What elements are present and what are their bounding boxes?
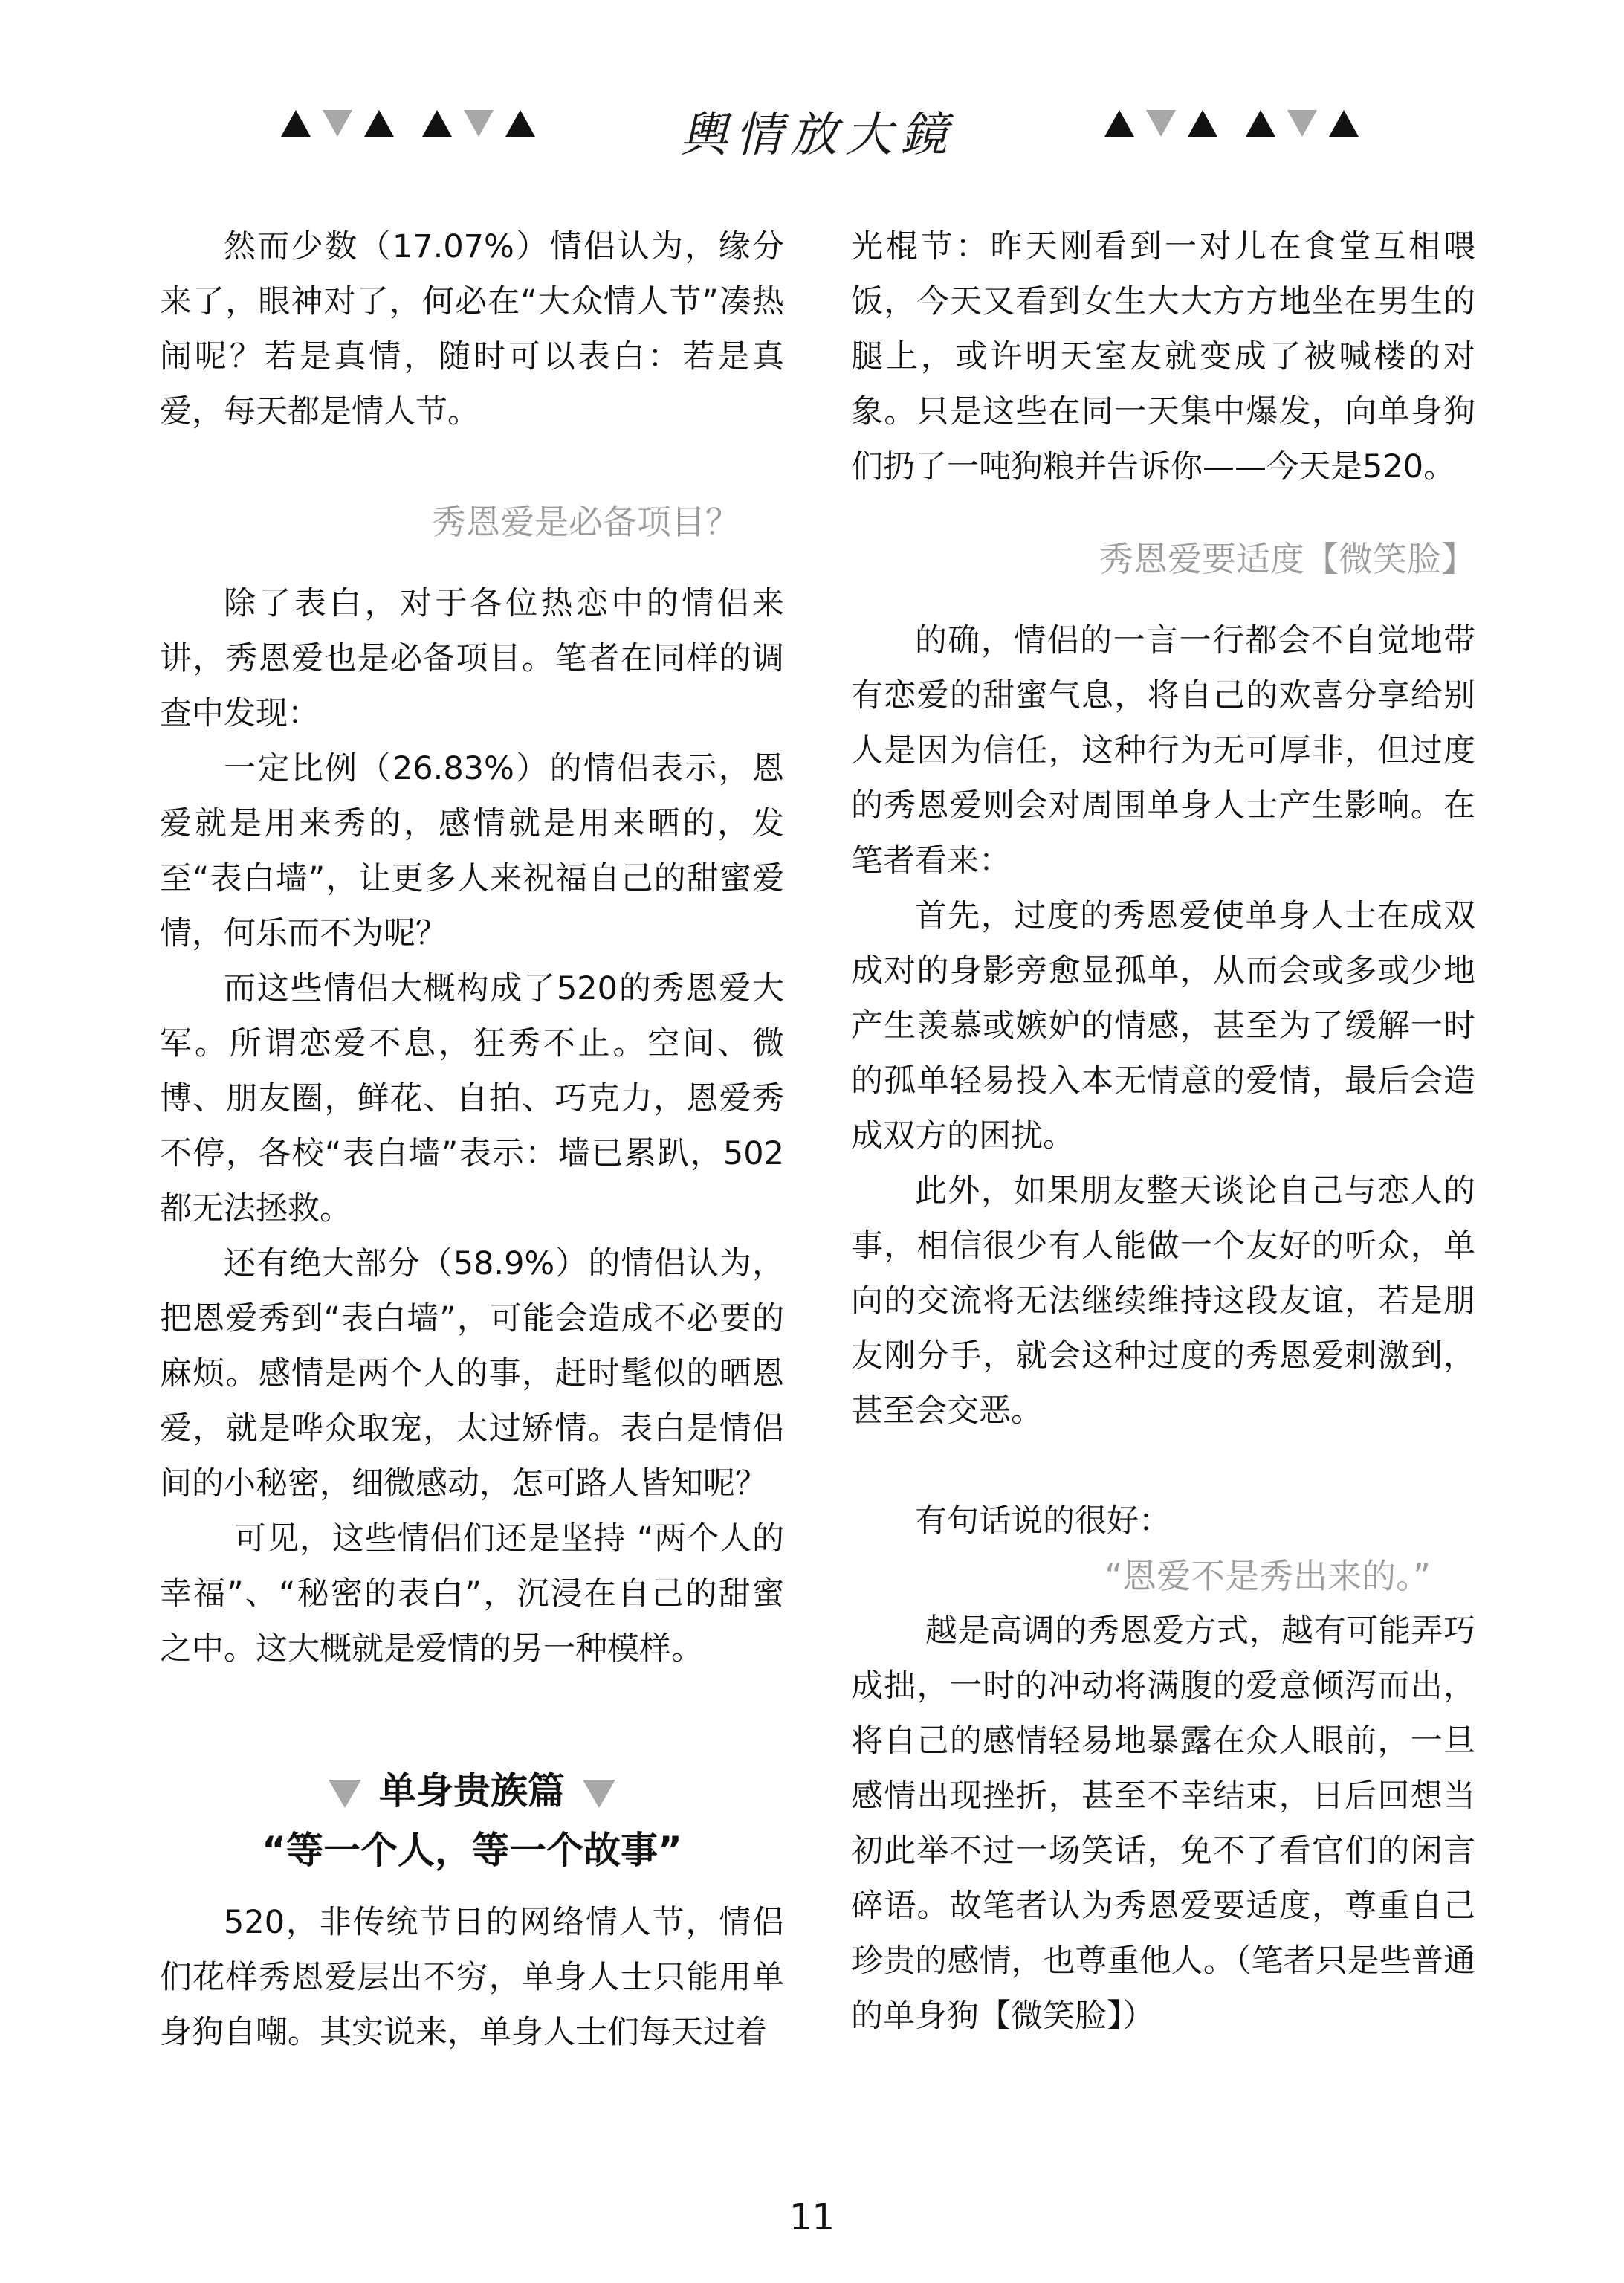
page-header-title: 輿情放大鏡 bbox=[680, 108, 955, 163]
header-triangle-icon bbox=[505, 110, 535, 137]
paragraph: 光棍节：昨天刚看到一对儿在食堂互相喂饭，今天又看到女生大大方方地坐在男生的腿上，或许明天室友就变成了被喊楼的对象。只是这些在同一天集中爆发，向单身狗们扔了一吨狗粮并告诉你——今天是520。 bbox=[851, 228, 1475, 485]
header-triangle-icon bbox=[1104, 110, 1134, 137]
header-triangle-icon bbox=[323, 110, 352, 137]
paragraph: 还有绝大部分（58.9%）的情侣认为，把恩爱秀到“表白墙”，可能会造成不必要的麻烦。感情是两个人的事，赶时髦似的晒恩爱，就是哗众取宠，太过矫情。表白是情侣间的小秘密，细微感动，怎可路人皆知呢？ bbox=[160, 1245, 784, 1502]
paragraph: 越是高调的秀恩爱方式，越有可能弄巧成拙，一时的冲动将满腹的爱意倾泻而出，将自己的感情轻易地暴露在众人眼前，一旦感情出现挫折，甚至不幸结束，日后回想当初此举不过一场笑话，免不了看官们的闲言碎语。故笔者认为秀恩爱要适度，尊重自己珍贵的感情，也尊重他人。（笔者只是些普通的单身狗【微笑脸】） bbox=[851, 1612, 1475, 2035]
paragraph: 然而少数（17.07%）情侣认为，缘分来了，眼神对了，何必在“大众情人节”凑热闹呢？若是真情，随时可以表白：若是真爱，每天都是情人节。 bbox=[160, 228, 784, 430]
header-triangle-icon bbox=[1287, 110, 1317, 137]
header-triangle-icon bbox=[464, 110, 494, 137]
paragraph: 520，非传统节日的网络情人节，情侣们花样秀恩爱层出不穷，单身人士只能用单身狗自嘲。其实说来，单身人士们每天过着 bbox=[160, 1904, 784, 2051]
paragraph: 而这些情侣大概构成了520的秀恩爱大军。所谓恋爱不息，狂秀不止。空间、微博、朋友圈，鲜花、自拍、巧克力，恩爱秀不停，各校“表白墙”表示：墙已累趴，502都无法拯救。 bbox=[160, 970, 784, 1227]
paragraph: 的确，情侣的一言一行都会不自觉地带有恋爱的甜蜜气息，将自己的欢喜分享给别人是因为信任，这种行为无可厚非，但过度的秀恩爱则会对周围单身人士产生影响。在笔者看来： bbox=[851, 622, 1475, 879]
section-title bbox=[160, 1761, 784, 1821]
header-triangle-icon bbox=[364, 110, 394, 137]
header-triangle-icon bbox=[1146, 110, 1176, 137]
paragraph: 一定比例（26.83%）的情侣表示，恩爱就是用来秀的，感情就是用来晒的，发至“表白墙”，让更多人来祝福自己的甜蜜爱情，何乐而不为呢？ bbox=[160, 750, 784, 952]
triangle-down-icon bbox=[583, 1780, 615, 1808]
right-column bbox=[851, 219, 1475, 2044]
header-triangle-icon bbox=[1329, 110, 1359, 137]
paragraph: 此外，如果朋友整天谈论自己与恋人的事，相信很少有人能做一个友好的听众，单向的交流将无法继续维持这段友谊，若是朋友刚分手，就会这种过度的秀恩爱刺激到，甚至会交恶。 bbox=[851, 1172, 1475, 1430]
paragraph: 可见，这些情侣们还是坚持 “两个人的幸福”、“秘密的表白”，沉浸在自己的甜蜜之中。这大概就是爱情的另一种模样。 bbox=[160, 1520, 784, 1667]
left-column bbox=[160, 219, 784, 2060]
section-title-text: 单身贵族篇 bbox=[379, 1769, 565, 1812]
triangle-down-icon bbox=[329, 1780, 361, 1808]
paragraph: 首先，过度的秀恩爱使单身人士在成双成对的身影旁愈显孤单，从而会或多或少地产生羡慕或嫉妒的情感，甚至为了缓解一时的孤单轻易投入本无情意的爱情，最后会造成双方的困扰。 bbox=[851, 897, 1475, 1155]
header-triangle-icon bbox=[281, 110, 311, 137]
section-heading: 秀恩爱要适度【微笑脸】 bbox=[1099, 539, 1475, 579]
section-heading: 秀恩爱是必备项目？ bbox=[432, 502, 740, 542]
header-triangle-icon bbox=[422, 110, 452, 137]
page-number: 11 bbox=[789, 2197, 835, 2238]
header-triangle-icon bbox=[1188, 110, 1217, 137]
section-subtitle: “等一个人，等一个故事” bbox=[262, 1829, 682, 1872]
pull-quote: “恩爱不是秀出来的。” bbox=[1104, 1556, 1431, 1596]
paragraph: 除了表白，对于各位热恋中的情侣来讲，秀恩爱也是必备项目。笔者在同样的调查中发现： bbox=[160, 585, 784, 732]
header-triangle-icon bbox=[1246, 110, 1275, 137]
paragraph: 有句话说的很好： bbox=[915, 1502, 1171, 1540]
